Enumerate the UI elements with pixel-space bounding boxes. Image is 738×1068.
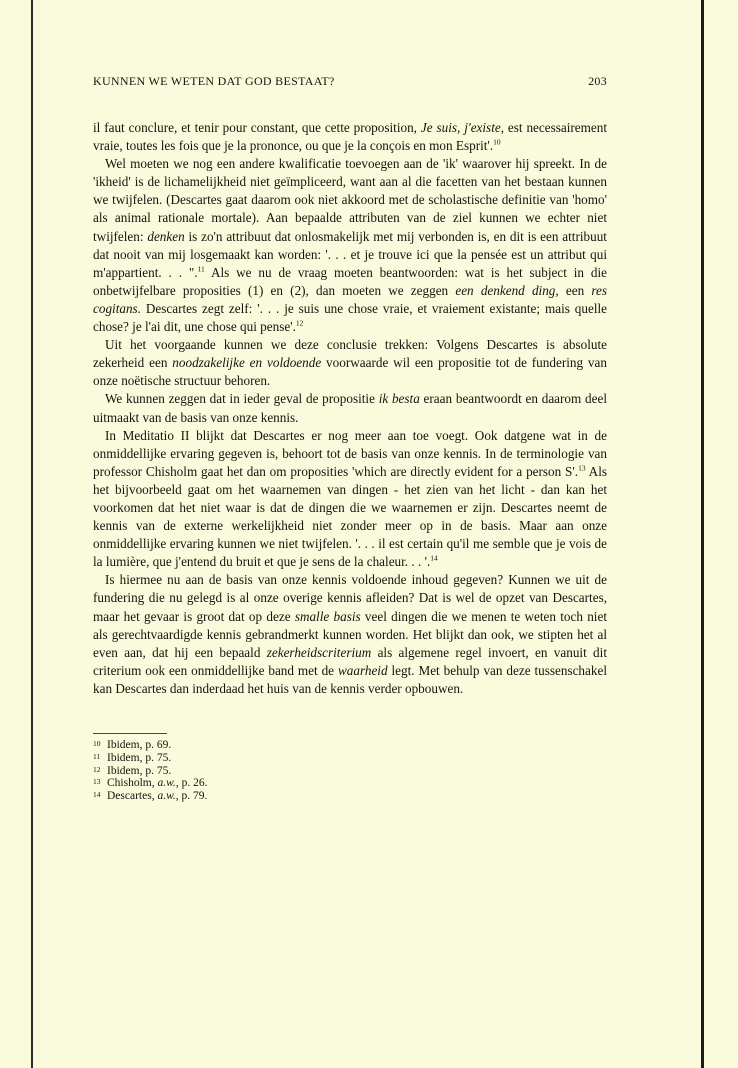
text-run: Als we nu de vraag moeten beantwoorden: wat is het subject in die onbetwijfelbare proposities (1) en (2), dan moeten we zeggen [93, 264, 607, 298]
paragraph [93, 336, 607, 390]
footnote [93, 765, 607, 778]
text-run: , p. 79. [175, 790, 208, 803]
running-head [93, 74, 607, 89]
paragraph [93, 390, 607, 426]
page-number: 203 [588, 74, 607, 88]
italic-text: noodzakelijke en voldoende [172, 355, 322, 371]
paragraph [93, 155, 607, 336]
text-run: Wel moeten we nog een andere kwalificatie toevoegen aan de 'ik' waarover hij spreekt. In de 'ikheid' is de lichamelijkheid niet geïmpliceerd, want aan al die facetten van het bestaan kunnen we twijfelen. (Descartes gaat daarom ook niet akkoord met de scholastische definitie van 'homo' als animal rationale mortale). Aan bepaalde attributen van de ziel kunnen we echter niet twijfelen: [93, 156, 607, 244]
footnote-number: 11 [93, 751, 101, 761]
text-run: Als het bijvoorbeeld gaat om het waarnemen van dingen - het zien van het licht - dan kan het voorkomen dat het niet waar is dat de dingen die we waarnemen er zijn. Descartes neemt de kennis van de externe werkelijkheid niet zonder meer op in de basis. Maar aan onze onmiddellijke ervaring kunnen we niet twijfelen. '. . . il est certain qu'il me semble que je vois de la lumière, que j'entend du bruit et que je sens de la chaleur. . . '. [93, 463, 608, 570]
text-run: Chisholm, [107, 777, 158, 790]
footnote-ref: 11 [197, 264, 205, 274]
body-text [93, 119, 607, 698]
scan-left-edge [31, 0, 33, 1068]
text-run: voorwaarde wil een propositie tot de fundering van onze noëtische structuur behoren. [93, 355, 607, 389]
footnote-number: 13 [93, 777, 101, 787]
footnote [93, 790, 607, 803]
text-run: veel dingen die we menen te weten toch niet als gerechtvaardigde kennis gebrandmerkt kunnen worden. Het blijkt dan ook, we stipten het al even aan, dat hij een bepaald [93, 608, 607, 660]
italic-text: waarheid [337, 662, 388, 678]
text-run: een [558, 282, 592, 298]
chapter-title: KUNNEN WE WETEN DAT GOD BESTAAT? [93, 74, 335, 88]
text-run: est necessairement vraie, toutes les fois que je la prononce, ou que je la conçois en mon Esprit'. [93, 120, 608, 154]
footnote-ref: 10 [493, 137, 501, 147]
footnote-number: 12 [93, 764, 101, 774]
italic-text: denken [147, 228, 185, 244]
paragraph [93, 119, 607, 155]
scan-right-edge [701, 0, 704, 1068]
italic-text: een denkend ding, [455, 282, 559, 298]
footnote [93, 777, 607, 790]
text-run: In Meditatio II blijkt dat Descartes er nog meer aan toe voegt. Ook datgene wat in de onmiddellijke ervaring gegeven is, behoort tot de basis van onze kennis. In de terminologie van professor Chisholm gaat het dan om proposities 'which are directly evident for a person S'. [93, 427, 607, 479]
text-run: il faut conclure, et tenir pour constant, que cette proposition, [93, 120, 421, 135]
paragraph [93, 571, 607, 698]
footnote-ref: 14 [430, 553, 438, 563]
text-run: Ibidem, p. 75. [107, 764, 172, 777]
text-run: als algemene regel invoert, en vanuit dit criterium ook een onmiddellijke band met de [93, 644, 607, 678]
italic-text: ik besta [378, 391, 420, 407]
text-run: We kunnen zeggen dat in ieder geval de propositie [105, 391, 379, 407]
italic-text: res cogitans. [93, 282, 607, 316]
italic-text: smalle basis [294, 608, 361, 624]
italic-text: a.w. [157, 790, 176, 803]
text-run: Ibidem, p. 75. [107, 751, 172, 764]
text-run: eraan beantwoordt en daarom deel uitmaakt van de basis van onze kennis. [93, 391, 607, 425]
italic-text: zekerheidscriterium [266, 644, 372, 660]
text-run: legt. Met behulp van deze tussenschakel kan Descartes dan inderdaad het huis van de kennis verder opbouwen. [93, 662, 607, 696]
footnote [93, 739, 607, 752]
footnote-ref: 12 [295, 318, 304, 328]
text-run: is zo'n attribuut dat onlosmakelijk met mij verbonden is, en dit is een attribuut dat nooit van mij losgemaakt kan worden: '. . . et je trouve ici que la pensée est un attribut qui m'appartient. . . ". [93, 228, 607, 280]
book-page [93, 74, 607, 803]
footnotes [93, 739, 607, 803]
footnote [93, 752, 607, 765]
text-run: Descartes, [107, 790, 158, 803]
footnote-ref: 13 [578, 463, 586, 473]
footnote-number: 10 [93, 739, 101, 748]
text-run: Uit het voorgaande kunnen we deze conclusie trekken: Volgens Descartes is absolute zekerheid een [93, 337, 607, 371]
italic-text: Je suis, j'existe, [420, 120, 505, 135]
text-run: Descartes zegt zelf: '. . . je suis une chose vraie, et vraiement existante; mais quelle chose? je l'ai dit, une chose qui pense'. [93, 300, 607, 335]
text-run: Ibidem, p. 69. [107, 739, 172, 751]
text-run: , p. 26. [175, 777, 208, 790]
text-run: Is hiermee nu aan de basis van onze kennis voldoende inhoud gegeven? Kunnen we uit de fundering die nu gelegd is al onze overige kennis afleiden? Dat is wel de opzet van Descartes, maar het gevaar is groot dat op deze [93, 572, 607, 624]
paragraph [93, 427, 607, 572]
footnote-number: 14 [93, 790, 101, 800]
italic-text: a.w. [157, 777, 176, 790]
